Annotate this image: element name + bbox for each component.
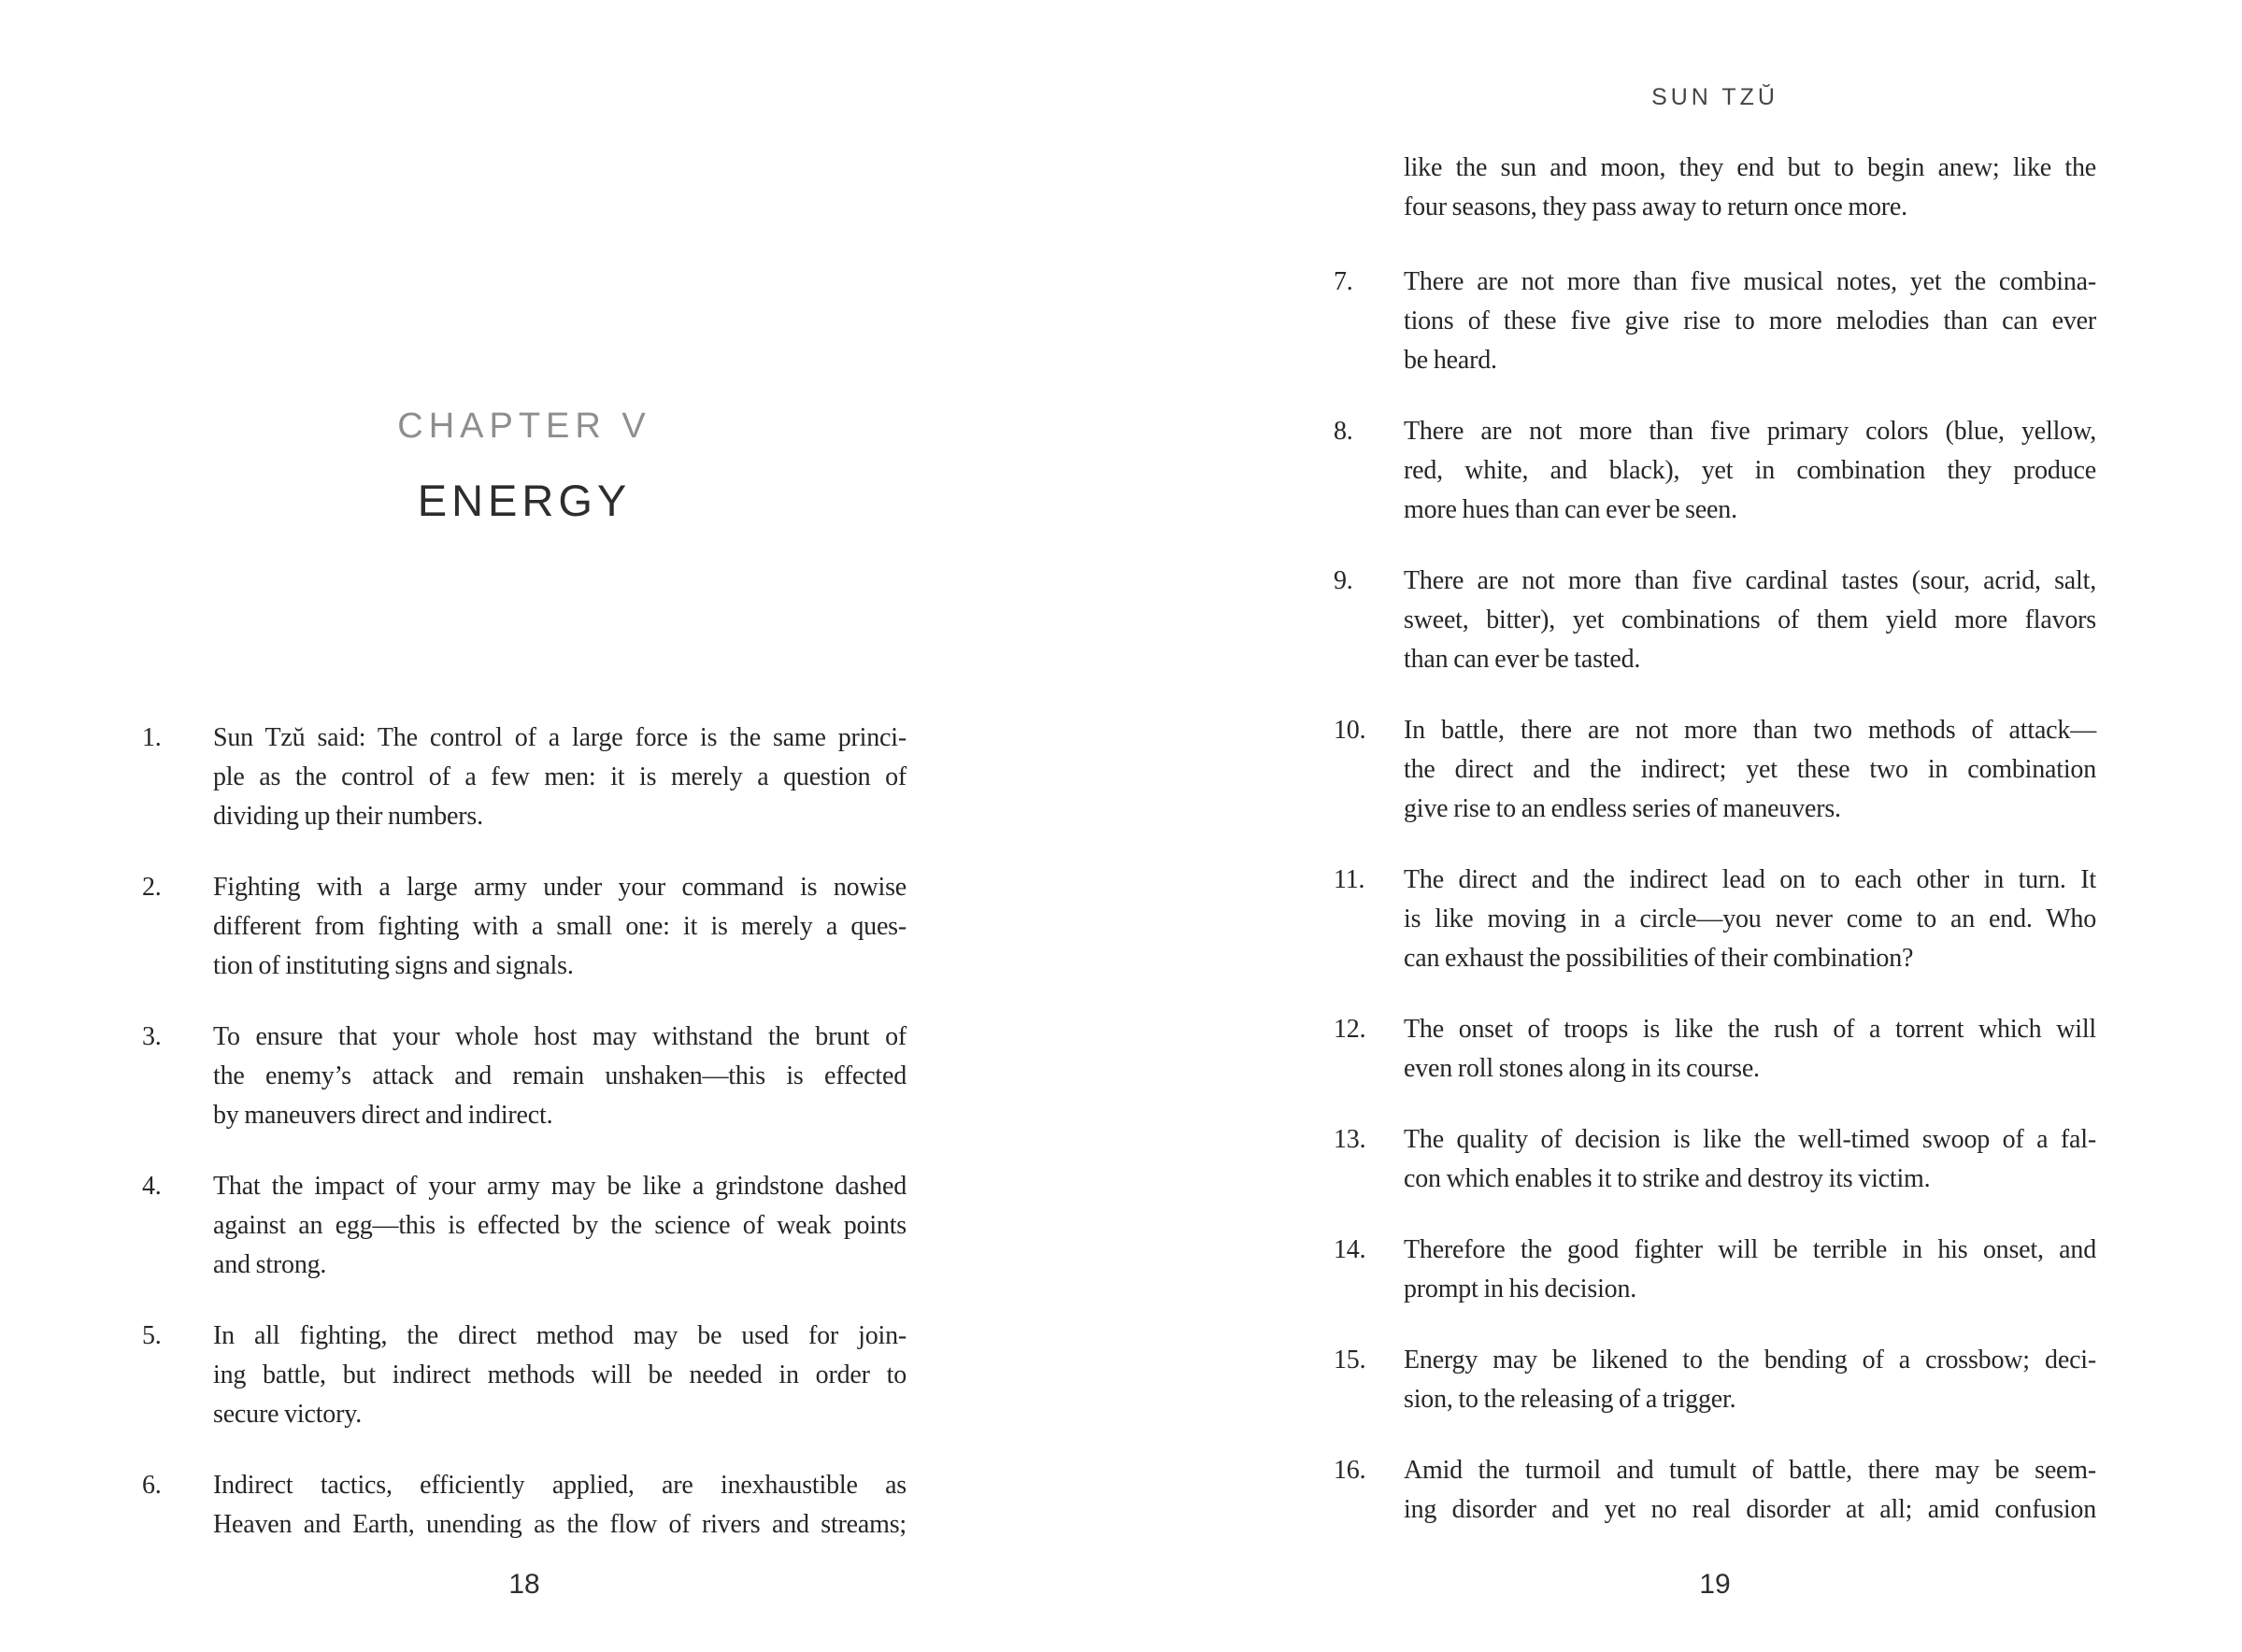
verse-number: 5. xyxy=(142,1321,162,1350)
text-line: sweet, bitter), yet combinations of them yield more flavors xyxy=(1404,605,2096,634)
text-line: Sun Tzŭ said: The control of a large force is the same princi- xyxy=(213,723,907,752)
text-line: against an egg—this is effected by the science of weak points xyxy=(213,1211,907,1240)
page-right xyxy=(1121,0,2242,1652)
verse-item-10 xyxy=(1334,711,2096,829)
verse-number: 7. xyxy=(1334,267,1353,296)
verse-number: 9. xyxy=(1334,566,1353,595)
text-line: the direct and the indirect; yet these two in combination xyxy=(1404,755,2096,784)
text-line: dividing up their numbers. xyxy=(213,802,483,831)
text-line: by maneuvers direct and indirect. xyxy=(213,1101,553,1130)
verse-number: 2. xyxy=(142,873,162,902)
verse-number: 10. xyxy=(1334,716,1366,745)
verse-item-5 xyxy=(142,1317,907,1434)
verse-item-3 xyxy=(142,1018,907,1135)
text-line: There are not more than five cardinal tastes (sour, acrid, salt, xyxy=(1404,566,2096,595)
text-line: secure victory. xyxy=(213,1400,362,1429)
verse-number: 11. xyxy=(1334,865,1365,894)
text-line: The direct and the indirect lead on to each other in turn. It xyxy=(1404,865,2096,894)
text-line: Indirect tactics, efficiently applied, are inexhaustible as xyxy=(213,1471,907,1500)
text-line: more hues than can ever be seen. xyxy=(1404,495,1737,524)
verse-list-right xyxy=(1334,263,2096,1561)
verse-item-12 xyxy=(1334,1010,2096,1089)
running-header: SUN TZŬ xyxy=(1651,84,1778,110)
verse-list-left xyxy=(142,719,907,1576)
verse-number: 8. xyxy=(1334,417,1353,446)
verse-item-2 xyxy=(142,868,907,986)
verse-number: 1. xyxy=(142,723,162,752)
text-line: Fighting with a large army under your command is nowise xyxy=(213,873,907,902)
verse-item-6 xyxy=(142,1466,907,1545)
verse-item-11 xyxy=(1334,861,2096,978)
verse-item-9 xyxy=(1334,562,2096,679)
verse-number: 14. xyxy=(1334,1235,1366,1264)
text-line: Amid the turmoil and tumult of battle, there may be seem- xyxy=(1404,1456,2096,1485)
text-line: The quality of decision is like the well-timed swoop of a fal- xyxy=(1404,1125,2096,1154)
text-line: tions of these five give rise to more melodies than can ever xyxy=(1404,306,2096,335)
text-line: is like moving in a circle—you never come to an end. Who xyxy=(1404,904,2096,933)
text-line: ing disorder and yet no real disorder at all; amid confusion xyxy=(1404,1495,2096,1524)
text-line: four seasons, they pass away to return once more. xyxy=(1404,192,1907,221)
verse-item-14 xyxy=(1334,1231,2096,1309)
text-line: In battle, there are not more than two methods of attack— xyxy=(1404,716,2096,745)
text-line: give rise to an endless series of maneuvers. xyxy=(1404,794,1841,823)
verse-number: 13. xyxy=(1334,1125,1366,1154)
verse-number: 4. xyxy=(142,1172,162,1201)
verse-number: 16. xyxy=(1334,1456,1366,1485)
text-line: Therefore the good fighter will be terrible in his onset, and xyxy=(1404,1235,2096,1264)
verse-number: 3. xyxy=(142,1022,162,1051)
text-line: and strong. xyxy=(213,1250,327,1279)
text-line: In all fighting, the direct method may be used for join- xyxy=(213,1321,907,1350)
verse-number: 15. xyxy=(1334,1346,1366,1374)
verse-number: 6. xyxy=(142,1471,162,1500)
continuation-paragraph xyxy=(1404,149,2096,227)
text-line: even roll stones along in its course. xyxy=(1404,1054,1760,1083)
text-line: There are not more than five primary colors (blue, yellow, xyxy=(1404,417,2096,446)
text-line: can exhaust the possibilities of their combination? xyxy=(1404,944,1914,973)
text-line: be heard. xyxy=(1404,346,1497,375)
text-line: tion of instituting signs and signals. xyxy=(213,951,574,980)
text-line: like the sun and moon, they end but to begin anew; like the xyxy=(1404,153,2096,182)
text-line: The onset of troops is like the rush of a torrent which will xyxy=(1404,1015,2096,1044)
verse-item-8 xyxy=(1334,412,2096,530)
page-number-right: 19 xyxy=(1699,1569,1731,1600)
text-line: ing battle, but indirect methods will be needed in order to xyxy=(213,1360,907,1389)
text-line: red, white, and black), yet in combination they produce xyxy=(1404,456,2096,485)
text-line: than can ever be tasted. xyxy=(1404,645,1641,674)
text-line: To ensure that your whole host may withstand the brunt of xyxy=(213,1022,907,1051)
verse-item-15 xyxy=(1334,1341,2096,1419)
chapter-label: CHAPTER V xyxy=(397,406,651,446)
verse-number: 12. xyxy=(1334,1015,1366,1044)
text-line: the enemy’s attack and remain unshaken—this is effected xyxy=(213,1061,907,1090)
verse-item-13 xyxy=(1334,1120,2096,1199)
text-line: Energy may be likened to the bending of a crossbow; deci- xyxy=(1404,1346,2096,1374)
text-line: different from fighting with a small one: it is merely a ques- xyxy=(213,912,907,941)
page-number-left: 18 xyxy=(508,1569,540,1600)
text-line: That the impact of your army may be like a grindstone dashed xyxy=(213,1172,907,1201)
text-line: con which enables it to strike and destroy its victim. xyxy=(1404,1164,1931,1193)
chapter-title: ENERGY xyxy=(417,476,632,525)
verse-item-7 xyxy=(1334,263,2096,380)
text-line: sion, to the releasing of a trigger. xyxy=(1404,1385,1736,1414)
text-line: ple as the control of a few men: it is merely a question of xyxy=(213,762,907,791)
text-line: There are not more than five musical notes, yet the combina- xyxy=(1404,267,2096,296)
text-line: prompt in his decision. xyxy=(1404,1275,1637,1303)
verse-item-16 xyxy=(1334,1451,2096,1530)
verse-item-4 xyxy=(142,1167,907,1285)
text-line: Heaven and Earth, unending as the flow of rivers and streams; xyxy=(213,1510,907,1539)
verse-item-1 xyxy=(142,719,907,836)
